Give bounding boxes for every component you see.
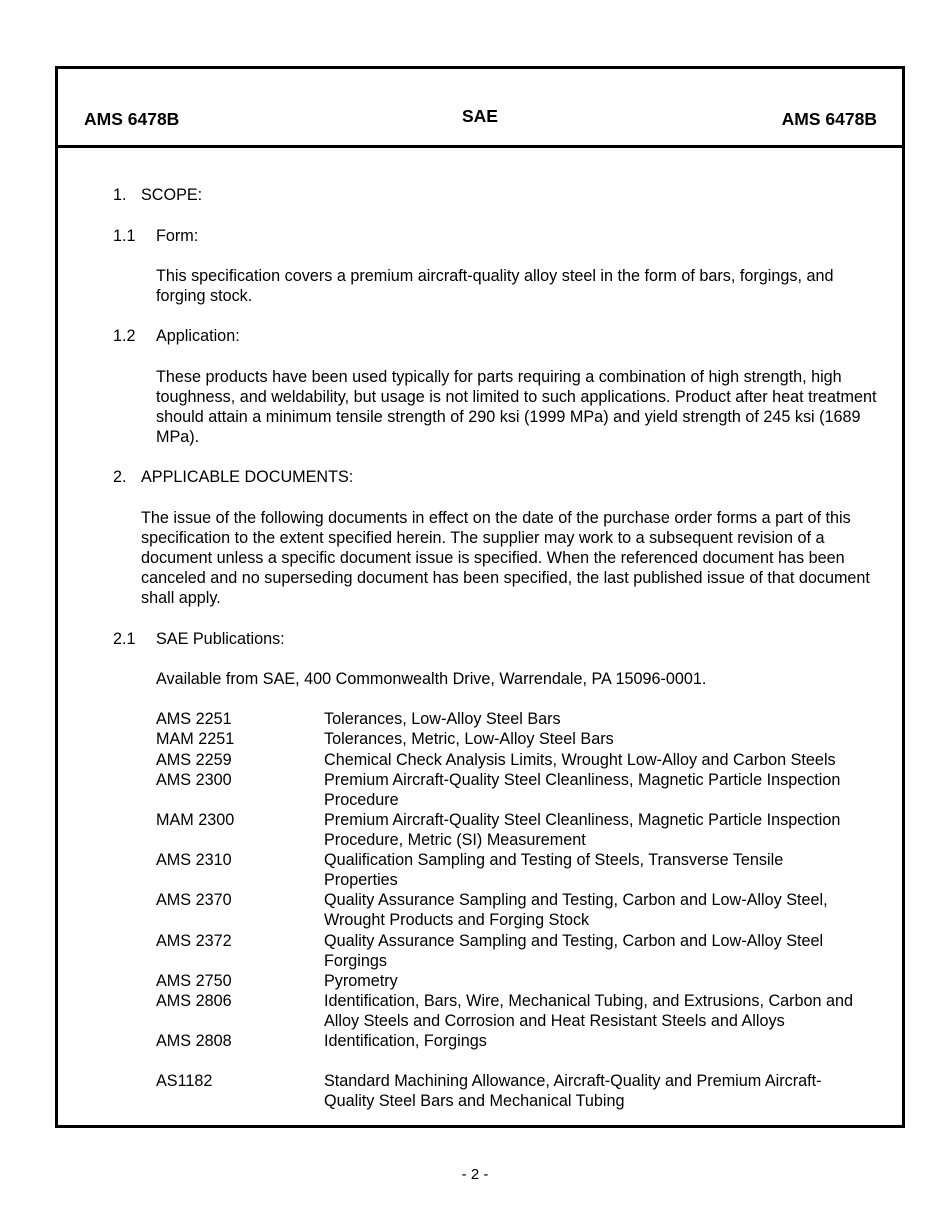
ref-title: Premium Aircraft-Quality Steel Cleanliness, Magnetic Particle Inspection Procedure, Metric (SI) Measurement <box>324 811 841 849</box>
ref-code: AMS 2370 <box>156 891 232 909</box>
section-2-title: APPLICABLE DOCUMENTS: <box>141 468 354 486</box>
section-1-1-text: This specification covers a premium aircraft-quality alloy steel in the form of bars, forgings, and forging stock. <box>156 267 834 305</box>
section-1-2-text: These products have been used typically for parts requiring a combination of high strength, high toughness, and weldability, but usage is not limited to such applications. Product after heat treatment should attain a minimum tensile strength of 290 ksi (1999 MPa) and yield strength of 245 ksi (1689 MPa). <box>156 368 877 446</box>
ref-code: AMS 2806 <box>156 992 232 1010</box>
ref-title: Premium Aircraft-Quality Steel Cleanliness, Magnetic Particle Inspection Procedure <box>324 771 841 809</box>
section-2-text: The issue of the following documents in effect on the date of the purchase order forms a part of this specification to the extent specified herein. The supplier may work to a subsequent revision of a document unless a specific document issue is specified. When the referenced document has been canceled and no superseding document has been specified, the last published issue of that document shall apply. <box>141 509 870 607</box>
ref-code: AS1182 <box>156 1072 213 1090</box>
ref-title: Pyrometry <box>324 972 398 990</box>
ref-code: AMS 2372 <box>156 932 232 950</box>
ref-title: Tolerances, Metric, Low-Alloy Steel Bars <box>324 730 614 748</box>
section-1-2-number: 1.2 <box>113 327 136 345</box>
page-frame <box>55 66 905 1128</box>
section-1-number: 1. <box>113 186 127 204</box>
section-2-1-title: SAE Publications: <box>156 630 285 648</box>
ref-title: Chemical Check Analysis Limits, Wrought Low-Alloy and Carbon Steels <box>324 751 836 769</box>
ref-code: MAM 2251 <box>156 730 235 748</box>
ref-code: MAM 2300 <box>156 811 235 829</box>
ref-code: AMS 2259 <box>156 751 232 769</box>
page-header <box>58 69 902 148</box>
section-2-1-text: Available from SAE, 400 Commonwealth Drive, Warrendale, PA 15096-0001. <box>156 670 707 688</box>
ref-code: AMS 2808 <box>156 1032 232 1050</box>
ref-code: AMS 2310 <box>156 851 232 869</box>
section-2-1-number: 2.1 <box>113 630 136 648</box>
header-doc-number-left: AMS 6478B <box>84 109 180 129</box>
ref-code: AMS 2251 <box>156 710 232 728</box>
header-publisher: SAE <box>462 106 498 126</box>
ref-title: Identification, Bars, Wire, Mechanical Tubing, and Extrusions, Carbon and Alloy Steels and Corrosion and Heat Resistant Steels and Alloys <box>324 992 854 1030</box>
section-1-title: SCOPE: <box>141 186 203 204</box>
ref-title: Standard Machining Allowance, Aircraft-Quality and Premium Aircraft-Quality Steel Bars and Mechanical Tubing <box>324 1072 822 1110</box>
section-1-1-title: Form: <box>156 227 199 245</box>
section-2-number: 2. <box>113 468 127 486</box>
section-1-2-title: Application: <box>156 327 240 345</box>
ref-title: Quality Assurance Sampling and Testing, Carbon and Low-Alloy Steel, Wrought Products and Forging Stock <box>324 891 828 929</box>
ref-code: AMS 2300 <box>156 771 232 789</box>
section-1-1-number: 1.1 <box>113 227 136 245</box>
ref-code: AMS 2750 <box>156 972 232 990</box>
page-number: - 2 - <box>461 1166 489 1183</box>
header-doc-number-right: AMS 6478B <box>781 109 877 129</box>
ref-title: Identification, Forgings <box>324 1032 487 1050</box>
ref-title: Qualification Sampling and Testing of Steels, Transverse Tensile Properties <box>324 851 784 889</box>
ref-title: Quality Assurance Sampling and Testing, Carbon and Low-Alloy Steel Forgings <box>324 932 824 970</box>
ref-title: Tolerances, Low-Alloy Steel Bars <box>324 710 561 728</box>
